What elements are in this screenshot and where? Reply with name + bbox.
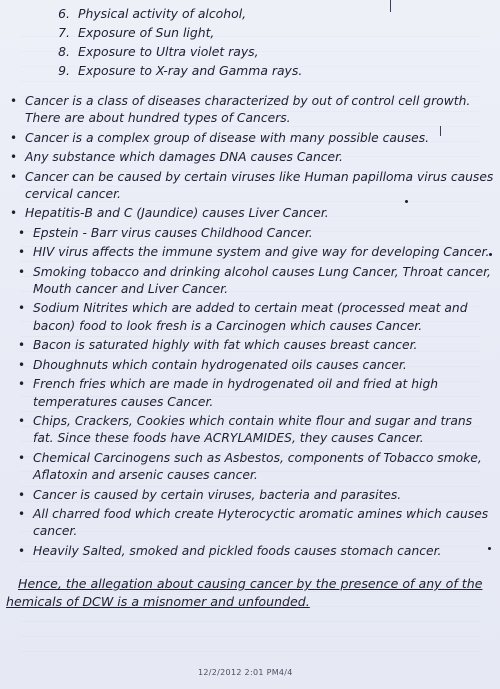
bullet-item: [0, 244, 500, 261]
bullet-icon: •: [10, 94, 18, 108]
bullet-text: Heavily Salted, smoked and pickled foods causes stomach cancer.: [33, 543, 442, 558]
bullet-item: [0, 225, 500, 242]
bullet-item: [0, 357, 500, 374]
item-text: Exposure of Sun light,: [78, 25, 215, 40]
bullet-icon: •: [10, 206, 18, 221]
bullet-text: Chemical Carcinogens such as Asbestos, components of Tobacco smoke, Aflatoxin and arsenic causes cancer.: [33, 450, 482, 483]
bullet-text: Epstein - Barr virus causes Childhood Cancer.: [33, 225, 313, 240]
bullet-icon: •: [18, 264, 26, 279]
scan-speck: [488, 547, 491, 550]
numbered-list: [48, 4, 302, 80]
numbered-item: [48, 42, 302, 61]
item-number: 6.: [58, 6, 70, 21]
bullet-icon: •: [18, 377, 26, 392]
scan-mark: [440, 126, 441, 136]
bullet-item: [0, 169, 500, 204]
bullet-item: [0, 93, 500, 128]
bullet-text: Cancer is caused by certain viruses, bacteria and parasites.: [33, 487, 402, 502]
bullet-text: HIV virus affects the immune system and give way for developing Cancer.: [33, 245, 490, 260]
bullet-icon: •: [10, 150, 18, 165]
bullet-icon: •: [18, 338, 26, 353]
bullet-icon: •: [18, 225, 26, 240]
bullet-icon: •: [18, 543, 26, 558]
bullet-text: Hepatitis-B and C (Jaundice) causes Liver Cancer.: [25, 206, 329, 221]
causes-bullet-list: [0, 93, 500, 562]
numbered-item: [48, 61, 302, 80]
bullet-text: Cancer can be caused by certain viruses like Human papilloma virus causes cervical cancer.: [25, 169, 494, 202]
bullet-text: Chips, Crackers, Cookies which contain white flour and sugar and trans fat. Since these foods have ACRYLAMIDES, they causes Cancer.: [33, 413, 473, 446]
bullet-text: Dhoughnuts which contain hydrogenated oils causes cancer.: [33, 357, 407, 372]
bullet-text: Any substance which damages DNA causes Cancer.: [25, 150, 343, 165]
bullet-item: [0, 300, 500, 335]
item-number: 9.: [58, 63, 70, 78]
bullet-item: [0, 130, 500, 147]
scan-mark: [390, 0, 391, 12]
bullet-item: [0, 264, 500, 299]
bullet-text: Smoking tobacco and drinking alcohol causes Lung Cancer, Throat cancer, Mouth cancer and Liver Cancer.: [33, 264, 491, 297]
bullet-text: All charred food which create Hyterocyctic aromatic amines which causes cancer.: [33, 506, 489, 539]
item-text: Physical activity of alcohol,: [78, 6, 247, 21]
item-number: 8.: [58, 44, 70, 59]
bullet-icon: •: [18, 487, 26, 502]
bullet-item: [0, 506, 500, 541]
bullet-item: [0, 450, 500, 485]
bullet-item: [0, 543, 500, 560]
print-timestamp: 12/2/2012 2:01 PM4/4: [198, 668, 293, 677]
numbered-item: [48, 23, 302, 42]
scan-speck: [489, 253, 492, 256]
bullet-item: [0, 205, 500, 222]
item-number: 7.: [58, 25, 70, 40]
bullet-icon: •: [10, 169, 18, 184]
bullet-item: [0, 413, 500, 448]
bullet-icon: •: [18, 506, 26, 521]
bullet-icon: •: [18, 301, 26, 316]
bullet-icon: •: [18, 245, 26, 260]
bullet-item: [0, 149, 500, 166]
bullet-icon: •: [10, 130, 18, 145]
conclusion-line: hemicals of DCW is a misnomer and unfounded.: [6, 593, 310, 609]
bullet-text: Sodium Nitrites which are added to certain meat (processed meat and bacon) food to look fresh is a Carcinogen which causes Cancer.: [33, 301, 468, 333]
bullet-item: [0, 487, 500, 504]
bullet-text: Cancer is a class of diseases characterized by out of control cell growth. There are about hundred types of Cancers.: [25, 94, 471, 126]
bullet-icon: •: [18, 357, 26, 372]
numbered-item: [48, 4, 302, 23]
item-text: Exposure to X-ray and Gamma rays.: [78, 63, 303, 78]
bullet-item: [0, 337, 500, 354]
bullet-text: Bacon is saturated highly with fat which causes breast cancer.: [33, 338, 418, 353]
bullet-text: French fries which are made in hydrogenated oil and fried at high temperatures causes Cancer.: [33, 377, 439, 409]
item-text: Exposure to Ultra violet rays,: [78, 44, 259, 59]
bullet-item: [0, 376, 500, 411]
conclusion-line: Hence, the allegation about causing cancer by the presence of any of the: [18, 576, 483, 591]
bullet-text: Cancer is a complex group of disease with many possible causes.: [25, 130, 430, 145]
bullet-icon: •: [18, 450, 26, 465]
conclusion-statement: [6, 575, 498, 610]
bullet-icon: •: [18, 413, 26, 428]
scan-speck: [405, 200, 408, 203]
